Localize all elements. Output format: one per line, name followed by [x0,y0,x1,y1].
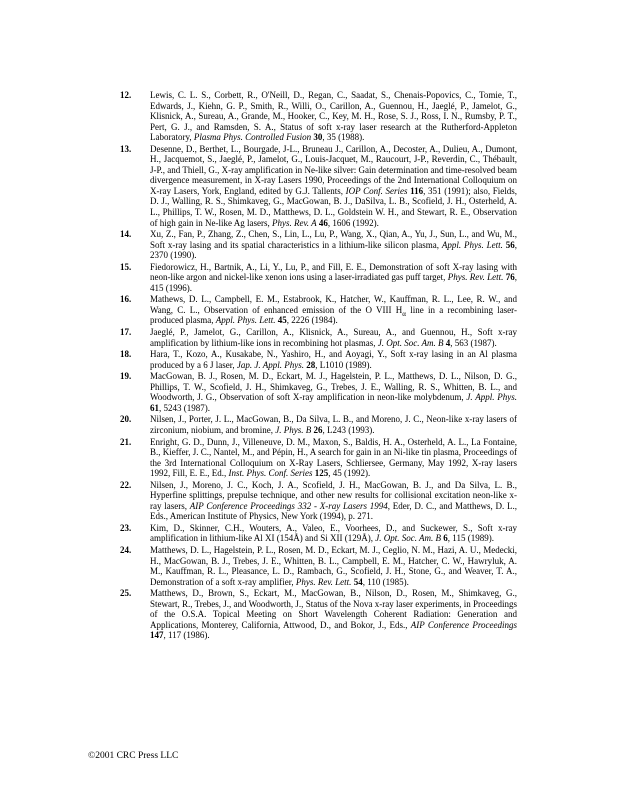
reference-number: 20. [120,414,132,425]
reference-number: 24. [120,544,132,555]
reference-text-segment: 125 [314,468,329,479]
reference-text-segment: J. Appl. Phys. [466,392,517,403]
reference-text-segment: MacGowan, B. J., Rosen, M. D., Eckart, M. J., Hagelstein, P. L., Matthews, D. L., Nilson, D. G., Phillips, T. W., Scofield, J. H., Shimkaveg, G., Trebes, J. E., Walling, R. S., Whitten, B. L., and Woodworth, J. G., Observation of soft X-ray amplification in neon-like molybdenum, [150,371,517,403]
reference-item [120,262,517,294]
reference-number: 16. [120,294,132,305]
reference-item [120,545,517,587]
reference-text [150,327,517,348]
reference-text-segment: AIP Conference Proceedings [410,619,517,630]
reference-text-segment: Phys. Rev. Lett. [295,576,352,587]
reference-text-segment: , 2226 (1984). [286,315,338,326]
reference-number: 22. [120,479,132,490]
reference-text [150,414,517,435]
reference-item [120,480,517,522]
reference-text-segment: Lewis, C. L. S., Corbett, R., O'Neill, D., Regan, C., Saadat, S., Chenais-Popovics, C., Tomie, T., Edwards, J., Kiehn, G. P., Smith, R., Willi, O., Carillon, A., Guennou, H., Jaeglé, P., Jamelot, G., Klisnick, A., Sureau, A., Grande, M., Hooker, C., Key, M. H., Rose, S. J., Ross, I. N., Rumsby, P. T., Pert, G. J., and Ramsden, S. A., Status of soft x-ray laser research at the Rutherford-Appleton Laboratory, [150,90,517,143]
reference-text-segment: Appl. Phys. Lett. [215,315,276,326]
reference-text-segment: Mathews, D. L., Campbell, E. M., Estabrook, K., Hatcher, W., Kauffman, R. L., Lee, R. W., and Wang, C. L., Observation of enhanced emission of the O VIII H [150,294,517,315]
reference-text-segment: J. Opt. Soc. Am. B [377,337,444,348]
reference-item [120,588,517,641]
reference-text-segment: Phys. Rev. A [271,217,317,228]
reference-text-segment: Matthews, D. L., Hagelstein, P. L., Rosen, M. D., Eckart, M. J., Ceglio, N. M., Hazi, A. U., Medecki, H., MacGowan, B. J., Trebes, J. E., Whitten, B. L., Campbell, E. M., Hatcher, C. W., Hawryluk, A. M., Kauffman, R. L., Pleasance, L. D., Rambach, G., Scofield, J. H., Stone, G., and Weaver, T. A., Demonstration of a soft x-ray amplifier, [150,544,517,587]
reference-text-segment: Kim, D., Skinner, C.H., Wouters, A., Valeo, E., Voorhees, D., and Suckewer, S., Soft x-ray amplification in lithium-like Al XI (154Å) and Si XII (129Å), [150,522,517,544]
reference-text-segment: Hara, T., Kozo, A., Kusakabe, N., Yashiro, H., and Aoyagi, Y., Soft x-ray lasing in an Al plasma produced by a 6 J laser, [150,349,517,370]
reference-text-segment: , L243 (1993). [322,424,375,435]
reference-item [120,437,517,479]
reference-item [120,327,517,348]
reference-list [120,90,517,642]
reference-number: 21. [120,436,132,447]
reference-text-segment: J. Phys. B [275,424,312,435]
reference-text-segment: Matthews, D., Brown, S., Eckart, M., MacGowan, B., Nilson, D., Rosen, M., Shimkaveg, G., Stewart, R., Trebes, J., and Woodworth, J., Status of the Nova x-ray laser experiments, in Proceedings of the O.S.A. Topical Meeting on Short Wavelength Coherent Radiation: Generation and Applications, Monterey, California, Attwood, D., and Bokor, J., Eds., [150,588,517,630]
reference-item [120,414,517,435]
reference-text [150,523,517,544]
reference-item [120,90,517,143]
reference-item [120,229,517,261]
reference-item [120,349,517,370]
reference-text-segment: , 115 (1989). [447,533,494,544]
reference-text [150,349,517,370]
reference-text-segment: Fiedorowicz, H., Bartnik, A., Li, Y., Lu, P., and Fill, E. E., Demonstration of soft X-ray lasing with neon-like argon and nickel-like xenon ions using a laser-irradiated gas puff target, [150,261,517,283]
reference-text-segment: Enright, G. D., Dunn, J., Villeneuve, D. M., Maxon, S., Baldis, H. A., Osterheld, A. L., La Fontaine, B., Kieffer, J. C., Nantel, M., and Pépin, H., A search for gain in an Ni-like tin plasma, Proceedings of the 3rd International Colloquium on X-Ray Lasers, Schliersee, Germany, May 1992, X-ray lasers 1992, Fill, E. E., Ed., [150,436,517,479]
reference-text-segment: Jaeglé, P., Jamelot, G., Carillon, A., Klisnick, A., Sureau, A., and Guennou, H., Soft x-ray amplification by lithium-like ions in recombining hot plasmas, [150,327,517,348]
reference-text-segment: , 35 (1988). [322,132,365,143]
reference-number: 17. [120,327,132,338]
reference-text-segment: , 415 (1996). [150,272,517,293]
reference-number: 14. [120,229,132,240]
reference-text-segment: , 351 (1991); also, Fields, D. J., Walling, R. S., Shimkaveg, G., MacGowan, B. J., DaSilva, L. B., Scofield, J. H., Osterheld, A. L., Phillips, T. W., Rosen, M. D., Matthews, D. L., Goldstein W. H., and Stewart, R. E., Observation of high gain in Ne-like Ag lasers, [150,185,517,228]
reference-text [150,588,517,641]
reference-text-segment: Phys. Rev. Lett. [447,272,504,283]
reference-text [150,371,517,413]
reference-text-segment: 45 [277,315,287,326]
reference-text-segment: α [402,309,406,318]
reference-text [150,90,517,143]
reference-text [150,480,517,522]
reference-text-segment: 46 [318,217,328,228]
reference-text-segment: 116 [410,185,424,196]
reference-text-segment: , 110 (1985). [362,576,409,587]
reference-number: 23. [120,522,132,533]
reference-number: 15. [120,261,132,272]
reference-text [150,294,517,326]
reference-text-segment: , 45 (1992). [328,468,371,479]
reference-text-segment: 4 [445,337,451,348]
reference-text-segment: , 1606 (1992). [327,217,379,228]
reference-item [120,294,517,326]
reference-item [120,371,517,413]
reference-text-segment: , 563 (1987). [450,337,497,348]
reference-number: 13. [120,143,132,154]
reference-number: 25. [120,588,132,599]
reference-number: 12. [120,90,132,100]
reference-text-segment: , 117 (1986). [163,630,210,641]
reference-text-segment: , L1010 (1989). [315,359,372,370]
reference-text-segment: Nilsen, J., Moreno, J. C., Koch, J. A., Scofield, J. H., MacGowan, B. J., and Da Silva, L. B., Hyperfine splittings, prepulse technique, and other new results for collisional excitation neon-like x-ray lasers, [150,479,517,511]
reference-text-segment: J. Opt. Soc. Am. B [375,533,442,544]
reference-text-segment: 30 [313,132,323,143]
reference-text-segment: , Eder, D. C., and Matthews, D. L., Eds., American Institute of Physics, New York (1994), p. 271. [150,500,517,522]
reference-text-segment: , 2370 (1990). [150,239,518,261]
reference-text-segment: Desenne, D., Berthet, L., Bourgade, J-L., Bruneau J., Carillon, A., Decoster, A., Dulieu, A., Dumont, H., Jacquemot, S., Jaeglé, P., Jamelot, G., Louis-Jacquet, M., Raucourt, J-P., Reverdin, C., Thébault, J-P., and Thiell, G., X-ray amplification in Ne-like silver: Gain determination and time-resolved beam divergence measurement, in X-ray Lasers 1990, Proceedings of the 2nd International Colloquium on X-ray Lasers, York, England, edited by G.J. Tallents, [150,143,517,196]
reference-text-segment: 28 [306,359,316,370]
reference-text-segment: Nilsen, J., Porter, J. L., MacGowan, B., Da Silva, L. B., and Moreno, J. C., Neon-like x-ray lasers of zirconium, niobium, and bromine, [150,414,517,435]
reference-text [150,437,517,479]
reference-text-segment: Appl. Phys. Lett. [441,239,503,250]
reference-text-segment: 76 [505,272,515,283]
reference-text-segment: Plasma Phys. Controlled Fusion [193,132,312,143]
reference-text-segment: IOP Conf. Series [345,185,408,196]
reference-text-segment: Jap. J. Appl. Phys. [236,359,304,370]
reference-text-segment: Inst. Phys. Conf. Series [228,468,313,479]
reference-text-segment: 6 [443,533,448,544]
reference-text-segment: 61 [150,402,159,413]
reference-item [120,144,517,228]
reference-text-segment: 26 [313,424,323,435]
reference-text-segment: , 5243 (1987). [159,402,210,413]
reference-text [150,545,517,587]
reference-text-segment: AIP Conference Proceedings 332 - X-ray Lasers 1994 [189,500,388,511]
reference-text [150,144,517,228]
reference-number: 19. [120,371,132,382]
copyright-notice: ©2001 CRC Press LLC [88,751,179,761]
reference-text-segment: line in a recombining laser-produced plasma, [150,304,517,326]
reference-text-segment: 54 [353,576,363,587]
reference-text [150,262,517,294]
reference-item [120,523,517,544]
reference-text [150,229,517,261]
reference-number: 18. [120,349,132,360]
reference-text-segment: 147 [150,630,164,641]
reference-text-segment: 56 [505,239,515,250]
reference-text-segment: Xu, Z., Fan, P., Zhang, Z., Chen, S., Lin, L., Lu, P., Wang, X., Qian, A., Yu, J., Sun, L., and Wu, M., Soft x-ray lasing and its spatial characteristics in a lithium-like silicon plasma, [150,229,517,250]
